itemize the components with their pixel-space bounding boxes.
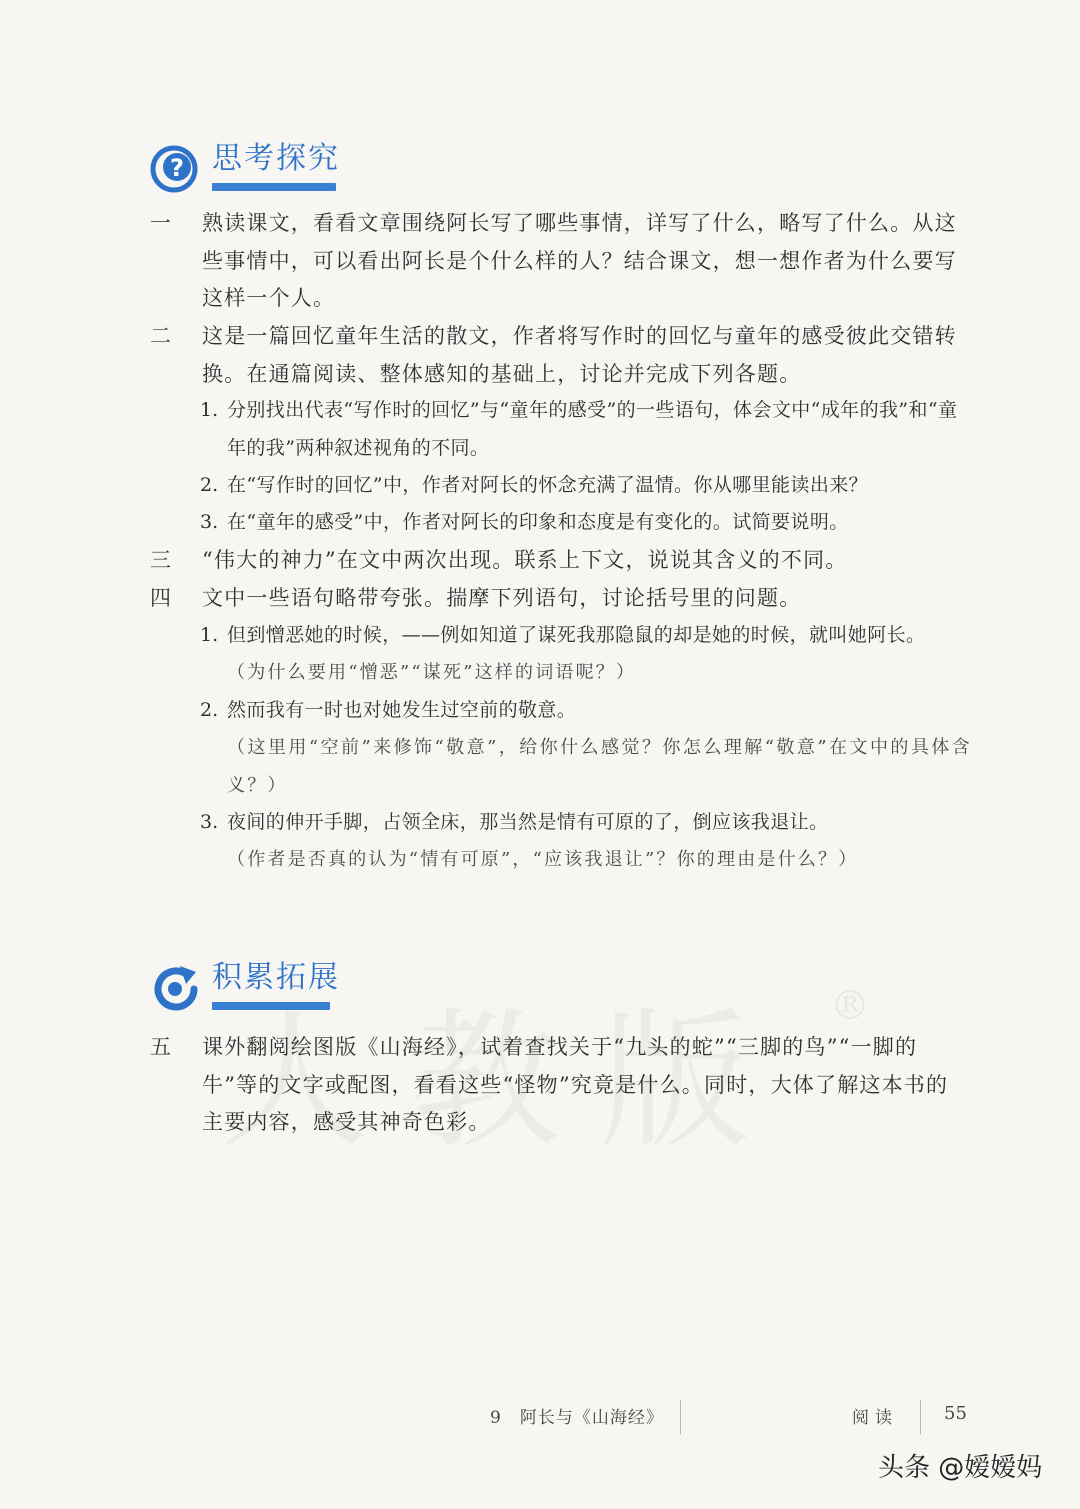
discussion-note: （为什么要用“憎恶”“谋死”这样的词语呢？） [227,662,637,683]
registered-mark: ® [830,983,870,1029]
sub-question [200,692,970,730]
sub-number: 2. [200,474,219,496]
sub-text: 在“童年的感受”中，作者对阿长的印象和态度是有变化的。试简要说明。 [227,511,849,533]
section-header-thinking [150,143,340,193]
sub-number: 2. [200,699,219,721]
sub-question [200,392,970,467]
discussion-note: （这里用“空前”来修饰“敬意”，给你什么感觉？你怎么理解“敬意”在文中的具体含义？） [227,737,972,796]
question-two [150,318,970,393]
sub-question [200,804,970,842]
svg-text:?: ? [170,154,184,182]
question-text: 熟读课文，看看文章围绕阿长写了哪些事情，详写了什么，略写了什么。从这些事情中，可以看出阿长是个什么样的人？结合课文，想一想作者为什么要写这样一个人。 [202,211,957,310]
title-underline [212,1002,330,1010]
title-underline [212,183,336,191]
question-four [150,580,970,618]
discussion-note: （作者是否真的认为“情有可原”，“应该我退让”？你的理由是什么？） [227,849,859,870]
question-number: 一 [150,211,171,235]
question-text: “伟大的神力”在文中两次出现。联系上下文，说说其含义的不同。 [202,548,848,572]
page-number: 55 [944,1403,967,1424]
section-header-extension [150,962,340,1012]
question-text: 文中一些语句略带夸张。揣摩下列语句，讨论括号里的问题。 [202,586,802,610]
question-number: 三 [150,548,171,572]
question-number: 四 [150,586,171,610]
sub-number: 3. [200,511,219,533]
question-five [150,1029,970,1142]
footer-divider [920,1400,921,1434]
question-text: 课外翻阅绘图版《山海经》，试着查找关于“九头的蛇”“三脚的鸟”“一脚的牛”等的文字或配图，看看这些“怪物”究竟是什么。同时，大体了解这本书的主要内容，感受其神奇色彩。 [202,1035,949,1134]
footer-divider [680,1400,681,1434]
question-icon [150,143,200,193]
sub-question [200,617,970,655]
section-title: 积累拓展 [212,960,340,995]
sub-text: 分别找出代表“写作时的回忆”与“童年的感受”的一些语句，体会文中“成年的我”和“童年的我”两种叙述视角的不同。 [227,399,958,459]
sub-text: 在“写作时的回忆”中，作者对阿长的怀念充满了温情。你从哪里能读出来？ [227,474,869,496]
question-number: 二 [150,324,171,348]
sub-question [200,467,970,505]
footer-chapter: 9 阿长与《山海经》 [490,1408,664,1428]
footer-section: 阅读 [852,1408,898,1428]
source-watermark: 头条 @嫒嫒妈 [878,1453,1043,1483]
question-three [150,542,970,580]
sub-question [200,504,970,542]
question-text: 这是一篇回忆童年生活的散文，作者将写作时的回忆与童年的感受彼此交错转换。在通篇阅读、整体感知的基础上，讨论并完成下列各题。 [202,324,957,386]
sub-number: 1. [200,624,219,646]
question-one [150,205,970,318]
sub-text: 夜间的伸开手脚，占领全床，那当然是情有可原的了，倒应该我退让。 [227,811,829,833]
sub-number: 1. [200,399,219,421]
refresh-arrow-icon [150,962,200,1012]
question-number: 五 [150,1035,171,1059]
sub-text: 然而我有一时也对她发生过空前的敬意。 [227,699,577,721]
sub-text: 但到憎恶她的时候，——例如知道了谋死我那隐鼠的却是她的时候，就叫她阿长。 [227,624,926,646]
sub-number: 3. [200,811,219,833]
section-title: 思考探究 [212,141,340,176]
